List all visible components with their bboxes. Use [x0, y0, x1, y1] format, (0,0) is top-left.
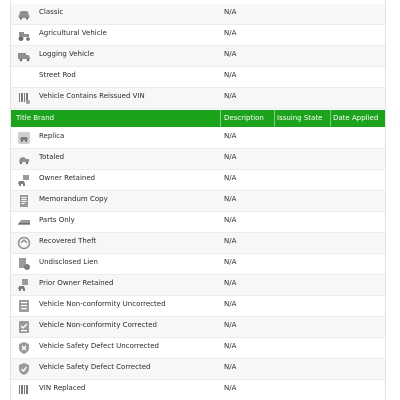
- row-label: Vehicle Contains Reissued VIN: [39, 92, 145, 100]
- header-description[interactable]: Description: [224, 114, 264, 122]
- table-frame: [10, 0, 386, 400]
- header-date-applied[interactable]: Date Applied: [333, 114, 379, 122]
- checklist-check-icon: [17, 320, 31, 334]
- row-value: N/A: [224, 342, 237, 350]
- table-row: [11, 67, 385, 88]
- car-icon: [17, 7, 31, 21]
- table-row: [11, 4, 385, 25]
- lien-document-icon: [17, 257, 31, 271]
- row-value: N/A: [224, 321, 237, 329]
- row-value: N/A: [224, 279, 237, 287]
- replica-car-icon: [17, 131, 31, 145]
- header-issuing-state[interactable]: Issuing State: [277, 114, 323, 122]
- row-label: Vehicle Safety Defect Corrected: [39, 363, 151, 371]
- recovered-theft-icon: [17, 236, 31, 250]
- column-divider: [220, 110, 221, 127]
- header-title-brand[interactable]: Title Brand: [16, 114, 55, 122]
- row-label: Logging Vehicle: [39, 50, 95, 58]
- table-row: [11, 128, 385, 149]
- column-divider: [274, 110, 275, 127]
- row-label: Owner Retained: [39, 174, 96, 182]
- row-label: Parts Only: [39, 216, 75, 224]
- row-label: Agricultural Vehicle: [39, 29, 107, 37]
- row-value: N/A: [224, 92, 237, 100]
- row-value: N/A: [224, 363, 237, 371]
- row-label: Vehicle Safety Defect Uncorrected: [39, 342, 159, 350]
- table-row: [11, 317, 385, 338]
- column-divider: [330, 110, 331, 127]
- row-label: Prior Owner Retained: [39, 279, 114, 287]
- table-row: [11, 338, 385, 359]
- row-value: N/A: [224, 300, 237, 308]
- row-label: Vehicle Non-conformity Uncorrected: [39, 300, 166, 308]
- row-value: N/A: [224, 132, 237, 140]
- table-row: [11, 380, 385, 400]
- row-label: Replica: [39, 132, 65, 140]
- table-row: [11, 46, 385, 67]
- table-row: [11, 359, 385, 380]
- prior-owner-icon: [17, 278, 31, 292]
- row-label: Classic: [39, 8, 64, 16]
- table-row: [11, 191, 385, 212]
- barcode-icon: [17, 383, 31, 397]
- shield-check-icon: [17, 362, 31, 376]
- table-row: [11, 254, 385, 275]
- row-value: N/A: [224, 174, 237, 182]
- row-label: Vehicle Non-conformity Corrected: [39, 321, 157, 329]
- row-label: VIN Replaced: [39, 384, 86, 392]
- row-value: N/A: [224, 50, 237, 58]
- table-row: [11, 296, 385, 317]
- table-row: [11, 212, 385, 233]
- row-value: N/A: [224, 8, 237, 16]
- table-row: [11, 275, 385, 296]
- crashed-car-icon: [17, 152, 31, 166]
- table-row: [11, 88, 385, 109]
- car-part-icon: [17, 215, 31, 229]
- table-row: [11, 149, 385, 170]
- table-row: [11, 233, 385, 254]
- row-value: N/A: [224, 216, 237, 224]
- row-value: N/A: [224, 195, 237, 203]
- row-value: N/A: [224, 258, 237, 266]
- truck-icon: [17, 49, 31, 63]
- row-label: Undisclosed Lien: [39, 258, 98, 266]
- row-label: Street Rod: [39, 71, 76, 79]
- row-label: Totaled: [39, 153, 65, 161]
- row-value: N/A: [224, 29, 237, 37]
- document-icon: [17, 194, 31, 208]
- title-brand-header: [11, 110, 385, 127]
- row-label: Recovered Theft: [39, 237, 97, 245]
- row-value: N/A: [224, 237, 237, 245]
- row-value: N/A: [224, 153, 237, 161]
- row-value: N/A: [224, 71, 237, 79]
- table-row: [11, 170, 385, 191]
- barcode-icon: [17, 91, 31, 105]
- checklist-icon: [17, 299, 31, 313]
- row-value: N/A: [224, 384, 237, 392]
- tractor-icon: [17, 28, 31, 42]
- shield-x-icon: [17, 341, 31, 355]
- row-label: Memorandum Copy: [39, 195, 108, 203]
- table-row: [11, 25, 385, 46]
- owner-retained-icon: [17, 173, 31, 187]
